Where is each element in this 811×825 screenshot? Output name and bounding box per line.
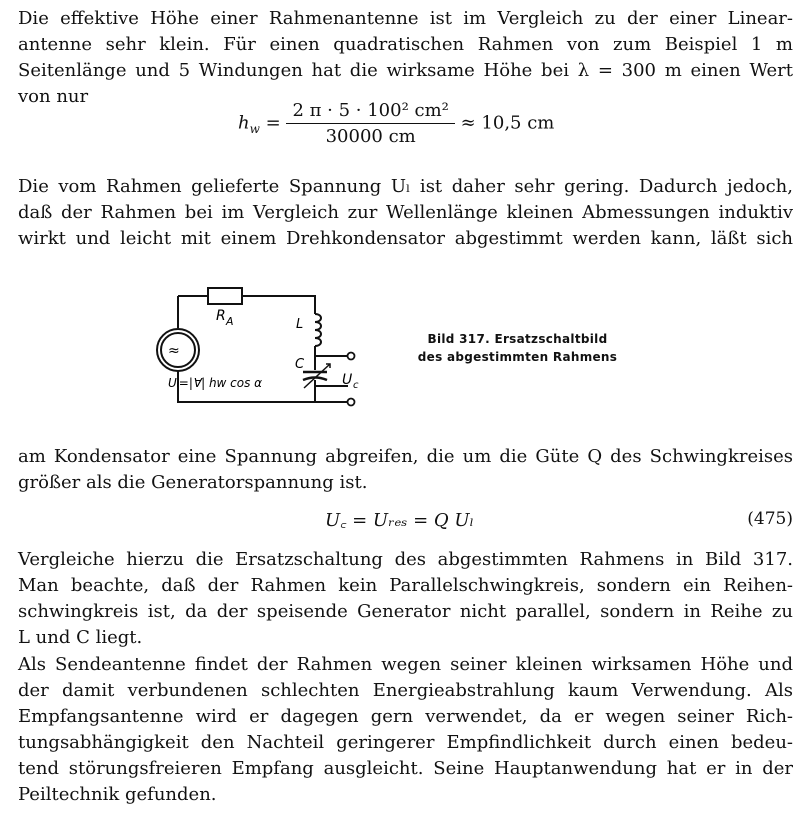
- formula-lhs: h: [238, 112, 250, 134]
- caption-line: Bild 317. Ersatzschaltbild: [427, 332, 608, 346]
- equation-number: (475): [747, 509, 793, 529]
- formula-denominator: 30000 cm: [325, 126, 416, 147]
- formula-equals: =: [265, 112, 281, 134]
- label-r-sub: A: [226, 315, 234, 328]
- paragraph-voltage: [18, 174, 793, 252]
- terminal-lower: [348, 399, 355, 406]
- source-wave-icon: ≈: [168, 343, 180, 359]
- formula-numerator: 2 π · 5 · 100² cm²: [286, 100, 454, 124]
- text-line: der damit verbundenen schlechten Energieabstrahlung kaum Verwendung. Als: [18, 680, 793, 701]
- paragraph-usage: [18, 652, 793, 808]
- text-line: größer als die Generatorspannung ist.: [18, 472, 368, 493]
- text-line: tungsabhängigkeit den Nachteil geringerer Empfindlichkeit durch einen bedeu-: [18, 732, 793, 753]
- label-uc: U: [342, 372, 353, 388]
- text-line: Seitenlänge und 5 Windungen hat die wirksame Höhe bei λ = 300 m einen Wert: [18, 60, 793, 81]
- caption-line: des abgestimmten Rahmens: [417, 350, 618, 364]
- terminal-upper: [348, 353, 355, 360]
- text-line: Als Sendeantenne findet der Rahmen wegen seiner kleinen wirksamen Höhe und: [18, 654, 793, 675]
- label-r: R: [216, 308, 226, 324]
- label-source-formula: Uₗ=|Ɐ| hw cos α: [168, 376, 263, 390]
- formula-effective-height: [238, 100, 554, 147]
- text-line: tend störungsfreieren Empfang ausgleicht. Seine Hauptanwendung hat er in der: [18, 758, 793, 779]
- text-line: Die effektive Höhe einer Rahmenantenne ist im Vergleich zu der einer Linear-: [18, 8, 793, 29]
- text-line: Peiltechnik gefunden.: [18, 784, 217, 805]
- text-line: Man beachte, daß der Rahmen kein Parallelschwingkreis, sondern ein Reihen-: [18, 575, 793, 596]
- text-line: wirkt und leicht mit einem Drehkondensator abgestimmt werden kann, läßt sich: [18, 228, 793, 249]
- paragraph-comparison: [18, 547, 793, 651]
- text-line: Empfangsantenne wird er dagegen gern verwendet, da er wegen seiner Rich-: [18, 706, 793, 727]
- text-line: am Kondensator eine Spannung abgreifen, die um die Güte Q des Schwingkreises: [18, 446, 793, 467]
- formula-approx: ≈ 10,5 cm: [460, 112, 555, 134]
- text-line: antenne sehr klein. Für einen quadratischen Rahmen von zum Beispiel 1 m: [18, 34, 793, 55]
- inductor-symbol: [315, 314, 321, 346]
- figure-caption: [405, 330, 630, 366]
- label-uc-sub: c: [353, 380, 359, 391]
- text-line: schwingkreis ist, da der speisende Generator nicht parallel, sondern in Reihe zu: [18, 601, 793, 622]
- text-line: von nur: [18, 86, 89, 107]
- resistor-symbol: [208, 288, 242, 304]
- paragraph-capacitor: [18, 444, 793, 496]
- paragraph-effective-height: [18, 6, 793, 110]
- label-c: C: [295, 357, 305, 372]
- text-line: L und C liegt.: [18, 627, 143, 648]
- circuit-diagram: [140, 280, 380, 420]
- formula-fraction: [286, 100, 454, 147]
- text-line: daß der Rahmen bei im Vergleich zur Wellenlänge kleinen Abmessungen induktiv: [18, 202, 793, 223]
- formula-475: U꜀ = Uᵣₑₛ = Q Uₗ: [325, 510, 474, 531]
- label-l: L: [296, 317, 304, 332]
- formula-lhs-sub: w: [249, 122, 260, 137]
- text-line: Die vom Rahmen gelieferte Spannung Uₗ ist daher sehr gering. Dadurch jedoch,: [18, 176, 793, 197]
- text-line: Vergleiche hierzu die Ersatzschaltung des abgestimmten Rahmens in Bild 317.: [18, 549, 793, 570]
